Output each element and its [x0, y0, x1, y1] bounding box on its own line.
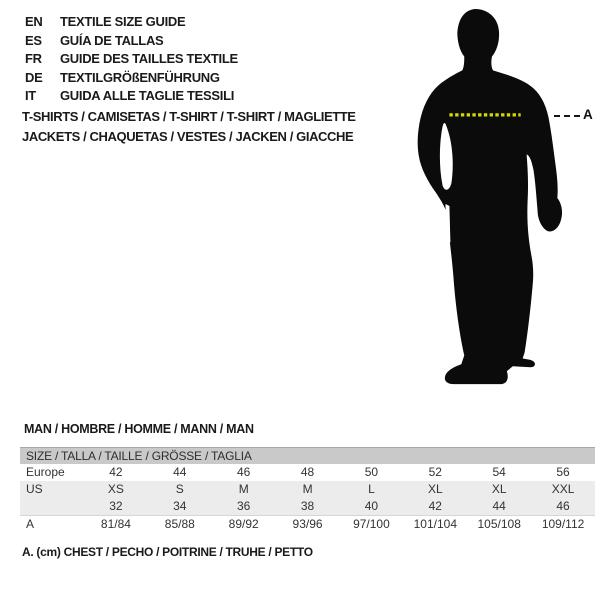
table-cell: 44	[173, 465, 187, 479]
list-item	[25, 50, 238, 69]
list-item	[25, 32, 238, 51]
row-label	[20, 498, 84, 515]
table-cell: 105/108	[477, 517, 521, 531]
table-cell: 42	[428, 499, 442, 513]
category-jackets: JACKETS / CHAQUETAS / VESTES / JACKEN / GIACCHE	[22, 128, 354, 144]
language-code: DE	[25, 69, 43, 85]
row-label: Europe	[26, 465, 65, 479]
language-label: GUIDE DES TAILLES TEXTILE	[60, 51, 238, 66]
table-cell: 34	[173, 499, 187, 513]
language-label: GUIDA ALLE TAGLIE TESSILI	[60, 88, 235, 103]
table-row-us-numeric	[20, 498, 595, 515]
language-code: EN	[25, 14, 43, 29]
table-cell: 42	[109, 465, 123, 479]
list-item	[25, 87, 238, 106]
measurement-label-a: A	[583, 107, 593, 122]
language-code: IT	[25, 88, 36, 103]
list-item	[25, 69, 238, 88]
man-silhouette-path	[418, 9, 562, 384]
table-cell: XS	[107, 482, 124, 496]
measurement-footnote: A. (cm) CHEST / PECHO / POITRINE / TRUHE / PETTO	[22, 545, 313, 559]
table-cell: M	[238, 482, 249, 496]
language-label: TEXTILE SIZE GUIDE	[60, 14, 186, 29]
table-cell: 40	[364, 499, 379, 513]
table-cell: 97/100	[353, 517, 390, 531]
category-lines	[22, 107, 356, 146]
table-cell: 52	[428, 465, 442, 479]
table-cell: XXL	[551, 482, 575, 496]
table-cell: 48	[300, 465, 315, 479]
table-cell: 85/88	[164, 517, 195, 531]
table-cell: 54	[492, 465, 506, 479]
table-row-europe	[20, 464, 595, 481]
language-label: GUÍA DE TALLAS	[60, 32, 164, 48]
table-cell: L	[368, 482, 375, 496]
size-table-header: SIZE / TALLA / TAILLE / GRÖSSE / TAGLIA	[20, 447, 595, 464]
table-cell: 56	[556, 465, 570, 479]
table-cell: 101/104	[413, 517, 457, 531]
table-cell: 38	[300, 499, 315, 513]
row-label: US	[26, 482, 43, 496]
table-cell: 46	[556, 499, 570, 513]
table-row-us	[20, 481, 595, 498]
table-cell: 81/84	[100, 517, 131, 531]
table-cell: 93/96	[292, 517, 323, 531]
table-cell: 50	[364, 465, 379, 479]
table-cell: XL	[427, 482, 443, 496]
language-list	[25, 13, 238, 106]
language-code: ES	[25, 32, 42, 48]
table-cell: XL	[491, 482, 507, 496]
size-guide-table	[20, 447, 595, 532]
section-title-man: MAN / HOMBRE / HOMME / MANN / MAN	[24, 422, 254, 436]
man-figure	[415, 7, 600, 397]
language-label: TEXTILGRÖßENFÜHRUNG	[60, 69, 220, 85]
table-cell: S	[175, 482, 184, 496]
row-label: A	[26, 517, 35, 531]
table-cell: 36	[237, 499, 251, 513]
table-row-chest-a	[20, 515, 595, 532]
table-cell: 32	[109, 499, 123, 513]
category-tshirts: T-SHIRTS / CAMISETAS / T-SHIRT / T-SHIRT / MAGLIETTE	[22, 109, 356, 124]
table-cell: M	[302, 482, 313, 496]
measurement-line-extension	[554, 115, 580, 117]
table-cell: 46	[237, 465, 251, 479]
table-cell: 89/92	[228, 517, 259, 531]
table-cell: 109/112	[541, 517, 585, 531]
man-silhouette-figure	[415, 7, 565, 393]
language-code: FR	[25, 51, 42, 66]
list-item	[25, 13, 238, 32]
table-cell: 44	[492, 499, 506, 513]
